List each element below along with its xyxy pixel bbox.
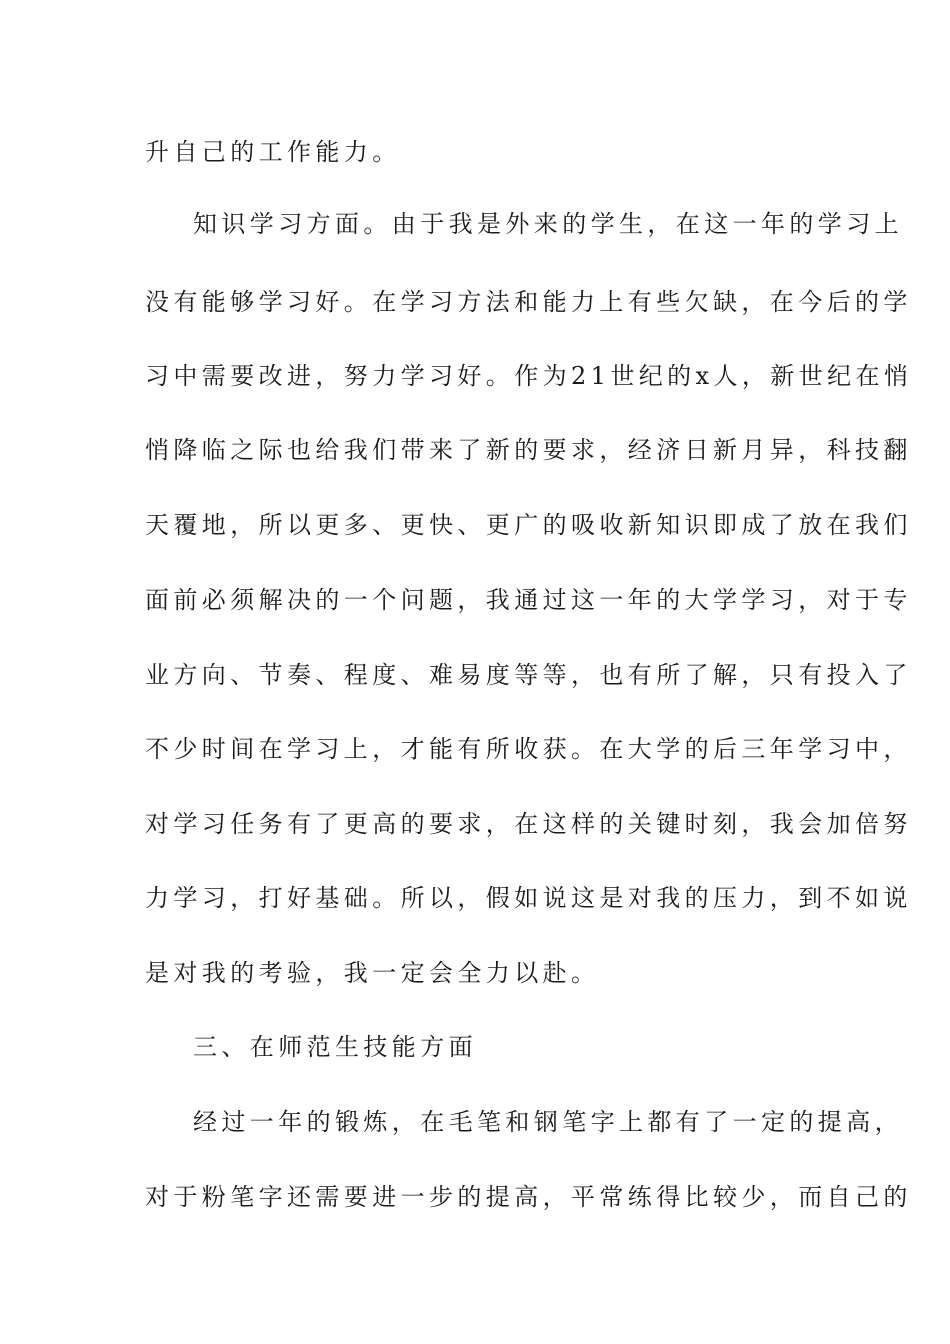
text-line: 知识学习方面。由于我是外来的学生，在这一年的学习上 xyxy=(193,210,903,238)
section-heading: 三、在师范生技能方面 xyxy=(193,1033,477,1061)
text-line: 是对我的考验，我一定会全力以赴。 xyxy=(145,959,600,987)
text-line: 没有能够学习好。在学习方法和能力上有些欠缺，在今后的学 xyxy=(145,288,912,316)
text-line: 对学习任务有了更高的要求，在这样的关键时刻，我会加倍努 xyxy=(145,810,912,838)
text-line: 经过一年的锻炼，在毛笔和钢笔字上都有了一定的提高， xyxy=(193,1108,903,1136)
text-line: 力学习，打好基础。所以，假如说这是对我的压力，到不如说 xyxy=(145,884,912,912)
text-line: 天覆地，所以更多、更快、更广的吸收新知识即成了放在我们 xyxy=(145,511,912,539)
text-line: 面前必须解决的一个问题，我通过这一年的大学学习，对于专 xyxy=(145,586,912,614)
text-line: 升自己的工作能力。 xyxy=(145,138,401,166)
text-line: 业方向、节奏、程度、难易度等等，也有所了解，只有投入了 xyxy=(145,661,912,689)
text-line: 不少时间在学习上，才能有所收获。在大学的后三年学习中， xyxy=(145,735,912,763)
text-line: 习中需要改进，努力学习好。作为21世纪的x人，新世纪在悄 xyxy=(145,362,913,390)
text-line: 悄降临之际也给我们带来了新的要求，经济日新月异，科技翻 xyxy=(145,436,912,464)
text-line: 对于粉笔字还需要进一步的提高，平常练得比较少，而自己的 xyxy=(145,1183,912,1211)
